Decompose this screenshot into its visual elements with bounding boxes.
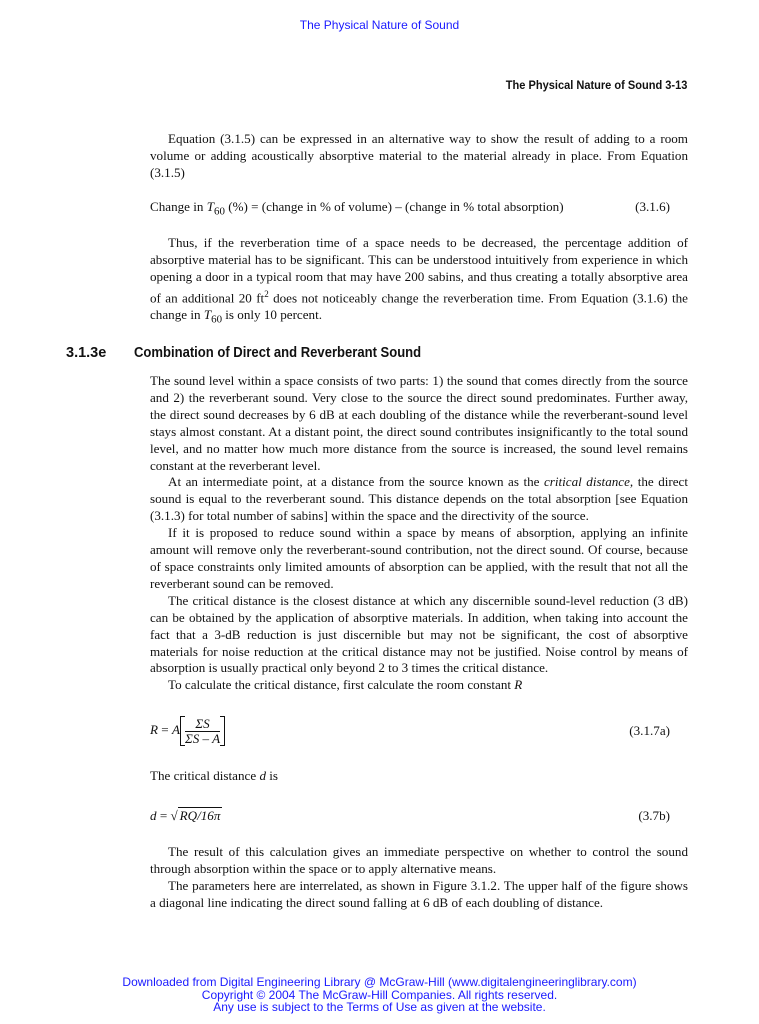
paragraph-8-b: is (265, 768, 278, 783)
eq-3-1-7a-lhs: R (150, 722, 158, 737)
footer-line-3[interactable]: Any use is subject to the Terms of Use as given at the website. (213, 1000, 546, 1014)
paragraph-1-text: Equation (3.1.5) can be expressed in an alternative way to show the result of adding to a room volume or adding acoustically absorptive material to the material already in place. From Equation (3.1.5) (150, 131, 688, 180)
running-head: The Physical Nature of Sound 3-13 (505, 78, 687, 92)
footer (0, 976, 759, 1014)
paragraph-4-b: the direct sound is equal to the reverberant sound. This distance depends on the total absorption [see Equation (3.1.3) for total number of sabins] within the space and the directivity of the source. (150, 474, 688, 524)
eq-3-1-6-pre: Change in (150, 199, 207, 214)
paragraph-4-a: At an intermediate point, at a distance from the source known as the (168, 474, 544, 490)
section-number: 3.1.3e (66, 345, 107, 361)
closing-paragraphs (150, 844, 688, 912)
eq-3-1-7a-number: (3.1.7a) (629, 723, 670, 738)
numerator: ΣS (185, 717, 220, 732)
paragraph-2-sub: 60 (211, 313, 223, 326)
paragraph-4-em: critical distance, (543, 474, 634, 490)
paragraph-7-var: R (514, 677, 523, 693)
eq-3-1-7a-coef: A (171, 722, 180, 737)
top-link[interactable]: The Physical Nature of Sound (299, 18, 460, 32)
fraction (185, 717, 220, 746)
eq-3-1-6-post: (%) = (change in % of volume) – (change in % total absorption) (224, 199, 564, 214)
paragraph-3: The sound level within a space consists of two parts: 1) the sound that comes directly from the source and 2) the reverberant sound. Very close to the source the direct sound predominates. Further away, the direct sound decreases by 6 dB at each doubling of the distance while the reverberant-sound level stays almost constant. At a distant point, the direct sound contributes insignificantly to the total sound level, and no matter how much more distance from the source is increased, the sound level remains constant at the reverberant level. (150, 373, 688, 473)
paragraph-10: The parameters here are interrelated, as shown in Figure 3.1.2. The upper half of the figure shows a diagonal line indicating the direct sound falling at 6 dB of each doubling of distance. (150, 877, 688, 910)
paragraph-2-a: Thus, if the reverberation time of a space needs to be decreased, the percentage addition of absorptive material has to be significant. This can be understood intuitively from experience in which opening a door in a typical room that may have 200 sabins, and thus creating a totally absorptive area of an additional 20 ft (150, 235, 688, 306)
paragraph-8 (150, 768, 688, 785)
paragraph-2-var: T (203, 306, 212, 322)
paragraph-1 (150, 131, 688, 182)
eq-3-1-7a-eq: = (158, 722, 172, 737)
paragraph-8-var: d (259, 768, 266, 783)
right-bracket (220, 716, 225, 746)
eq-3-7b-lhs: d (150, 808, 157, 823)
eq-3-1-6-sub: 60 (214, 205, 225, 218)
paragraph-2-sup: 2 (264, 288, 269, 299)
eq-3-7b-eq: = √ (156, 808, 178, 823)
paragraph-9: The result of this calculation gives an immediate perspective on whether to control the sound through absorption within the space or to apply alternative means. (150, 844, 688, 876)
footer-line-2: Copyright © 2004 The McGraw-Hill Companies. All rights reserved. (201, 987, 558, 1002)
denominator: ΣS – A (184, 730, 221, 746)
paragraph-2-c: is only 10 percent. (222, 306, 323, 322)
eq-3-7b-radicand: RQ/16π (179, 808, 221, 823)
paragraph-5: If it is proposed to reduce sound within a space by means of absorption, applying an infinite amount will remove only the reverberant-sound contribution, not the direct sound. Of course, because of space constraints only limited amounts of absorption can be applied, with the result that not all the reverberant sound can be removed. (150, 525, 688, 591)
equation-3-7b (150, 808, 688, 824)
paragraph-7 (150, 677, 688, 694)
paragraph-2 (150, 235, 688, 329)
section-body (150, 373, 688, 694)
section-title: Combination of Direct and Reverberant Sound (134, 345, 422, 361)
eq-3-1-6-var: T (206, 199, 215, 214)
paragraph-7-a: To calculate the critical distance, first calculate the room constant (168, 677, 515, 693)
eq-3-7b-number: (3.7b) (638, 808, 670, 823)
paragraph-6: The critical distance is the closest distance at which any discernible sound-level reduction (3 dB) can be obtained by the application of absorptive materials. In addition, when taking into account the fact that a 3-dB reduction is just discernible but may not be significant, the cost of absorptive materials for noise reduction at the critical distance may not be justified. Noise control by means of absorption is usually practical only beyond 2 to 3 times the critical distance. (150, 592, 688, 676)
paragraph-8-a: The critical distance (150, 768, 260, 783)
eq-3-1-6-number: (3.1.6) (635, 199, 670, 214)
equation-3-1-6 (150, 199, 688, 218)
equation-3-1-7a (150, 716, 688, 746)
paragraph-4 (150, 474, 688, 525)
paragraph-2-b: does not noticeably change the reverberation time. From Equation (3.1.6) the change in (150, 290, 688, 322)
footer-line-1[interactable]: Downloaded from Digital Engineering Library @ McGraw-Hill (www.digitalengineeringlibrary.com) (122, 975, 637, 989)
